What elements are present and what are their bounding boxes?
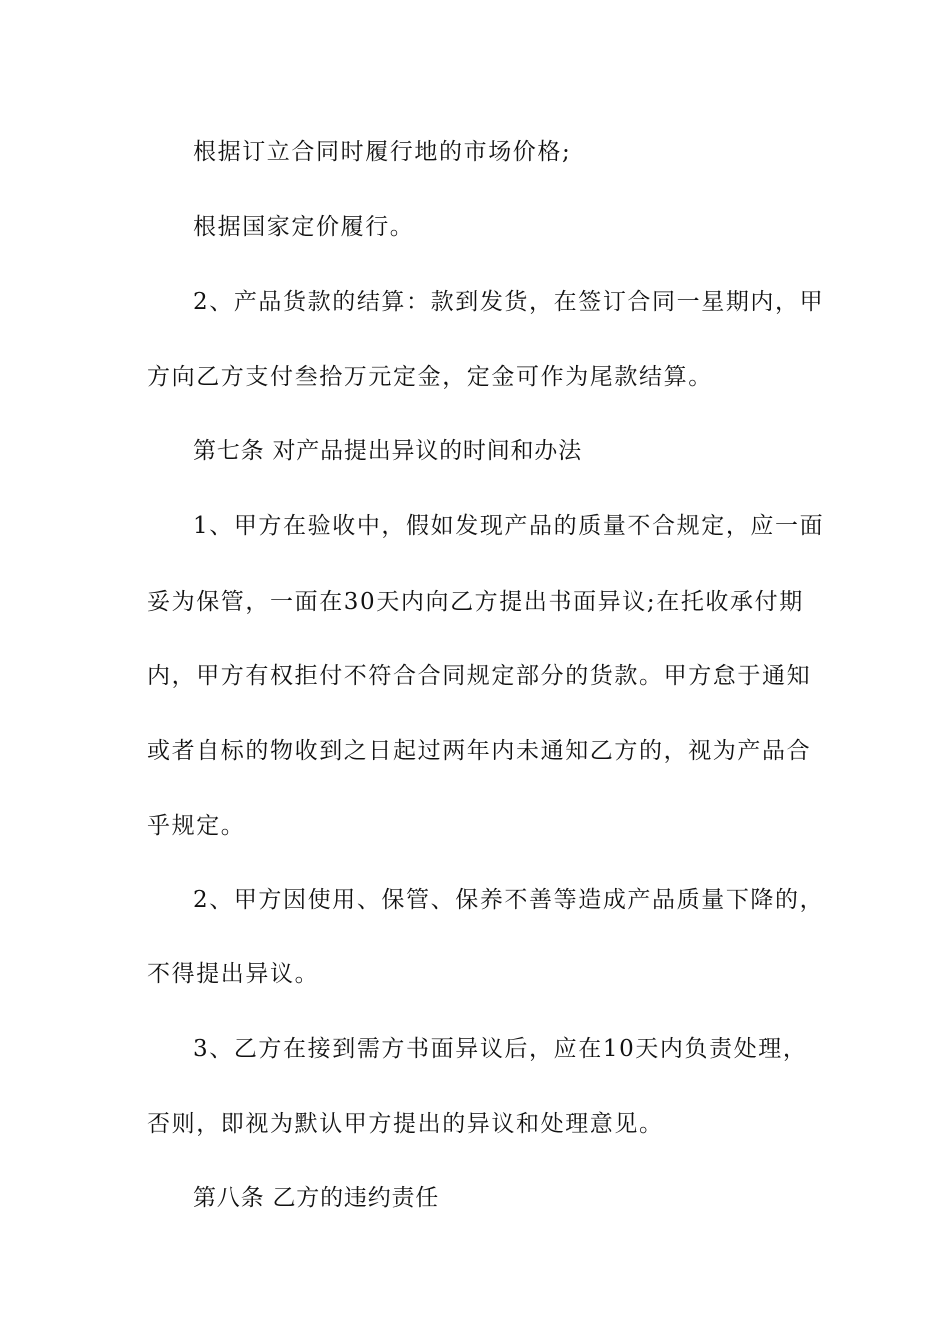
paragraph-line: 不得提出异议。 [147, 961, 320, 987]
paragraph-line: 1、甲方在验收中，假如发现产品的质量不合规定，应一面 [193, 513, 825, 539]
paragraph-line: 或者自标的物收到之日起过两年内未通知乙方的，视为产品合 [147, 738, 812, 764]
paragraph-line: 根据国家定价履行。 [193, 214, 415, 240]
paragraph-line: 2、产品货款的结算：款到发货，在签订合同一星期内，甲 [193, 289, 825, 315]
paragraph-line: 乎规定。 [147, 813, 246, 839]
paragraph-line: 3、乙方在接到需方书面异议后，应在10天内负责处理， [193, 1036, 808, 1062]
paragraph-line: 根据订立合同时履行地的市场价格; [193, 139, 572, 165]
paragraph-line: 方向乙方支付叁拾万元定金，定金可作为尾款结算。 [147, 364, 713, 390]
section-heading-article-7: 第七条 对产品提出异议的时间和办法 [193, 438, 582, 464]
section-heading-article-8: 第八条 乙方的违约责任 [193, 1185, 440, 1211]
paragraph-line: 2、甲方因使用、保管、保养不善等造成产品质量下降的， [193, 887, 825, 913]
paragraph-line: 内，甲方有权拒付不符合合同规定部分的货款。甲方怠于通知 [147, 663, 812, 689]
paragraph-line: 否则，即视为默认甲方提出的异议和处理意见。 [147, 1111, 664, 1137]
paragraph-line: 妥为保管，一面在30天内向乙方提出书面异议;在托收承付期 [147, 589, 804, 615]
